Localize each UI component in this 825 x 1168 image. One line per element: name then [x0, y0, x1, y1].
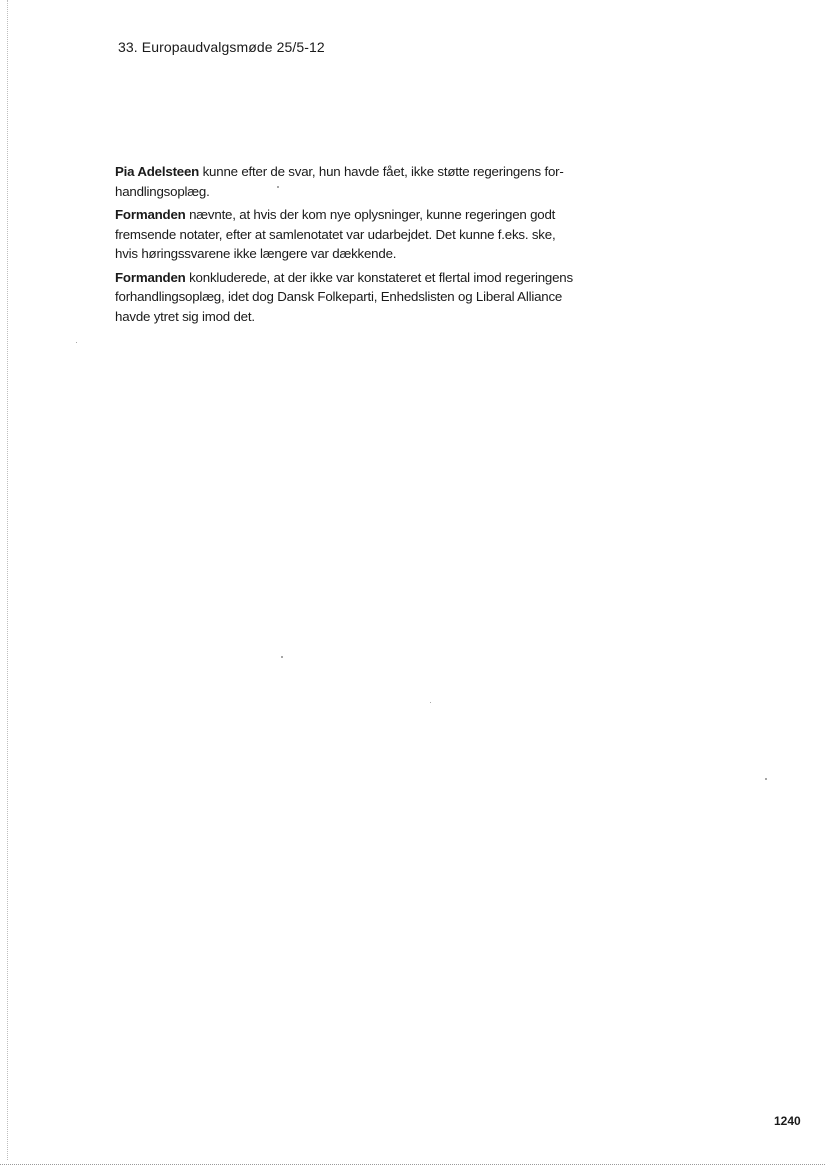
page-header: 33. Europaudvalgsmøde 25/5-12 — [118, 39, 325, 55]
text-line: havde ytret sig imod det. — [115, 308, 255, 324]
scan-speck — [281, 656, 283, 658]
text-line: kunne efter de svar, hun havde fået, ikke støtte regeringens for- — [199, 164, 564, 179]
paragraph — [115, 205, 595, 264]
text-line: forhandlingsoplæg, idet dog Dansk Folkeparti, Enhedslisten og Liberal Alliance — [115, 289, 563, 304]
scan-edge-left — [7, 0, 8, 1160]
speaker-name: Pia Adelsteen — [115, 164, 200, 179]
scan-speck — [765, 778, 767, 780]
text-line: handlingsoplæg. — [115, 183, 210, 199]
speaker-name: Formanden — [115, 207, 186, 222]
scan-speck — [76, 342, 77, 343]
text-line: nævnte, at hvis der kom nye oplysninger, kunne regeringen godt — [185, 207, 556, 222]
minutes-body — [115, 162, 595, 330]
scan-speck — [430, 702, 431, 703]
page-number: 1240 — [774, 1114, 801, 1128]
speaker-name: Formanden — [115, 269, 186, 285]
scan-edge-bottom — [0, 1164, 825, 1165]
scan-speck — [277, 186, 279, 188]
text-line: fremsende notater, efter at samlenotatet var udarbejdet. Det kunne f.eks. ske, — [115, 226, 556, 242]
paragraph — [115, 268, 595, 327]
text-line: konkluderede, at der ikke var konstateret et flertal imod regeringens — [185, 269, 573, 285]
paragraph — [115, 162, 595, 201]
text-line: hvis høringssvarene ikke længere var dækkende. — [115, 246, 397, 261]
